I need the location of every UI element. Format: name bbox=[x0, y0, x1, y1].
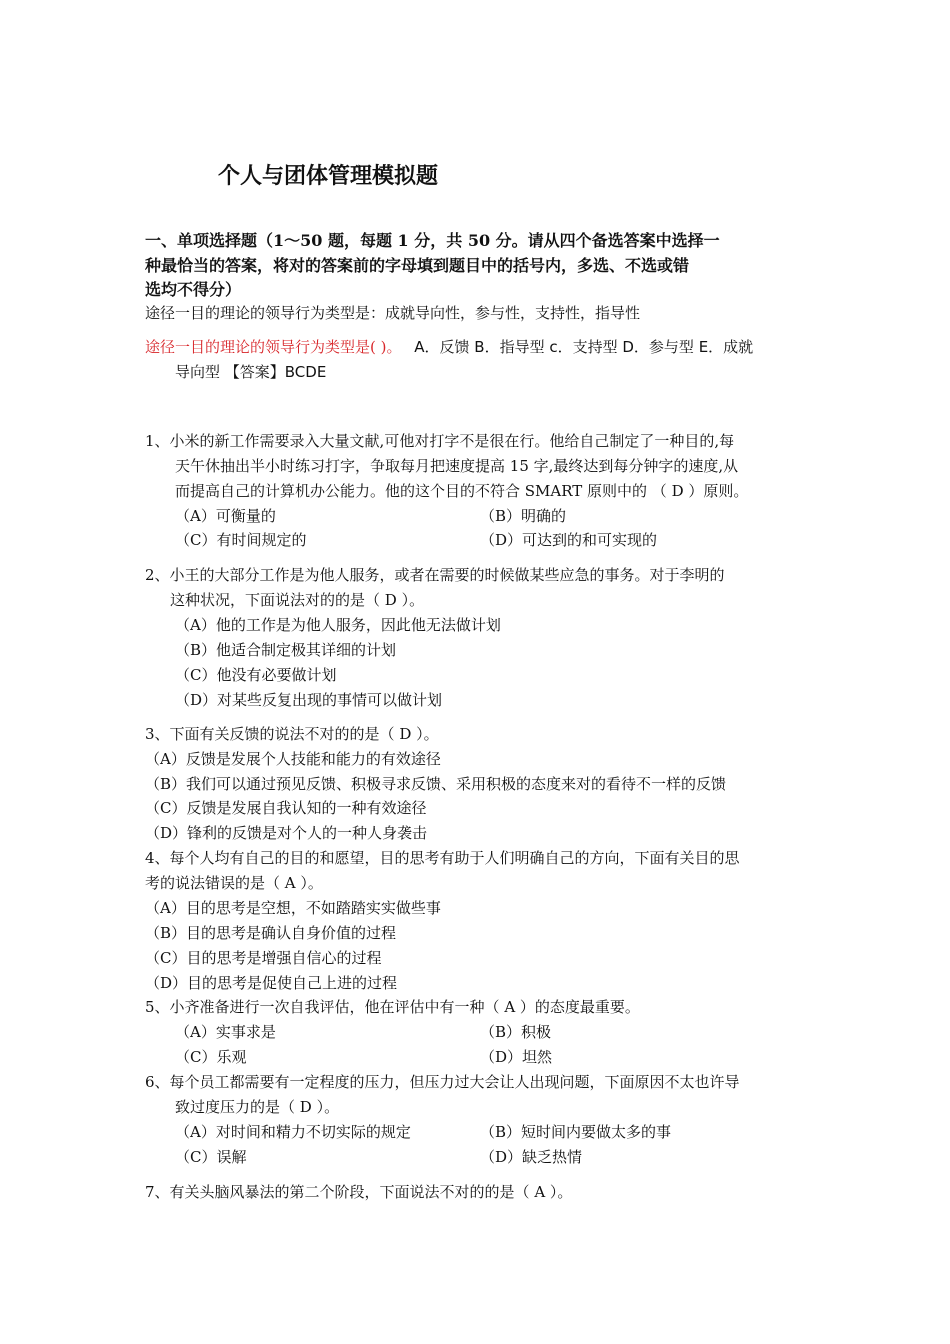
q1-stem-line-1: 1、小米的新工作需要录入大量文献,可他对打字不是很在行。他给自己制定了一种目的,每 bbox=[145, 432, 735, 450]
q1-stem-line-2: 天午休抽出半小时练习打字，争取每月把速度提高 15 字,最终达到每分钟字的速度,从 bbox=[175, 457, 739, 475]
q1-stem-line-3: 而提高自己的计算机办公能力。他的这个目的不符合 SMART 原则中的 （ D ）原则。 bbox=[175, 482, 749, 500]
q1-option-d: （D）可达到的和可实现的 bbox=[480, 531, 658, 549]
q4-option-d: （D）目的思考是促使自己上进的过程 bbox=[145, 974, 398, 992]
q2-option-c: （C）他没有必要做计划 bbox=[175, 666, 337, 684]
highlight-answer-line: 导向型 【答案】BCDE bbox=[175, 363, 327, 381]
q2-stem-line-1: 2、小王的大部分工作是为他人服务，或者在需要的时候做某些应急的事务。对于李明的 bbox=[145, 566, 725, 584]
q6-stem-line-2: 致过度压力的是（ D ）。 bbox=[175, 1098, 340, 1116]
section-heading-line-2: 种最恰当的答案，将对的答案前的字母填到题目中的括号内，多选、不选或错 bbox=[145, 256, 690, 275]
q3-option-b: （B）我们可以通过预见反馈、积极寻求反馈、采用积极的态度来对的看待不一样的反馈 bbox=[145, 775, 727, 793]
highlight-red-text: 途径一目的理论的领导行为类型是( )。 bbox=[145, 338, 402, 356]
q5-option-c: （C）乐观 bbox=[175, 1048, 247, 1066]
q2-stem-line-2: 这种状况，下面说法对的的是（ D ）。 bbox=[170, 591, 425, 609]
q3-stem-line-1: 3、下面有关反馈的说法不对的的是（ D ）。 bbox=[145, 725, 439, 743]
q6-option-b: （B）短时间内要做太多的事 bbox=[480, 1123, 672, 1141]
q6-option-d: （D）缺乏热情 bbox=[480, 1148, 583, 1166]
q7-stem-line-1: 7、有关头脑风暴法的第二个阶段，下面说法不对的的是（ A ）。 bbox=[145, 1183, 573, 1201]
q6-option-c: （C）误解 bbox=[175, 1148, 247, 1166]
q5-option-d: （D）坦然 bbox=[480, 1048, 553, 1066]
q3-option-d: （D）锋利的反馈是对个人的一种人身袭击 bbox=[145, 824, 428, 842]
q6-option-a: （A）对时间和精力不切实际的规定 bbox=[175, 1123, 411, 1141]
q2-option-b: （B）他适合制定极其详细的计划 bbox=[175, 641, 397, 659]
q2-option-a: （A）他的工作是为他人服务，因此他无法做计划 bbox=[175, 616, 501, 634]
q5-stem-line-1: 5、小齐准备进行一次自我评估，他在评估中有一种（ A ）的态度最重要。 bbox=[145, 998, 640, 1016]
note-line: 途径一目的理论的领导行为类型是：成就导向性，参与性，支持性，指导性 bbox=[145, 304, 641, 322]
q4-option-c: （C）目的思考是增强自信心的过程 bbox=[145, 949, 382, 967]
q5-option-b: （B）积极 bbox=[480, 1023, 552, 1041]
highlight-options: A．反馈 B．指导型 c．支持型 D．参与型 E．成就 bbox=[414, 338, 754, 356]
q4-stem-line-1: 4、每个人均有自己的目的和愿望，目的思考有助于人们明确自己的方向，下面有关目的思 bbox=[145, 849, 740, 867]
q4-stem-line-2: 考的说法错误的是（ A ）。 bbox=[145, 874, 323, 892]
q1-option-b: （B）明确的 bbox=[480, 507, 567, 525]
q3-option-c: （C）反馈是发展自我认知的一种有效途径 bbox=[145, 799, 427, 817]
q4-option-a: （A）目的思考是空想，不如踏踏实实做些事 bbox=[145, 899, 441, 917]
q1-option-a: （A）可衡量的 bbox=[175, 507, 276, 525]
q5-option-a: （A）实事求是 bbox=[175, 1023, 276, 1041]
highlight-question bbox=[145, 337, 753, 357]
section-heading-line-1: 一、单项选择题（1～50 题，每题 1 分，共 50 分。请从四个备选答案中选择一 bbox=[145, 231, 720, 250]
page-title: 个人与团体管理模拟题 bbox=[218, 163, 439, 189]
section-heading-line-3: 选均不得分） bbox=[145, 280, 242, 299]
q6-stem-line-1: 6、每个员工都需要有一定程度的压力，但压力过大会让人出现问题，下面原因不太也许导 bbox=[145, 1073, 740, 1091]
q4-option-b: （B）目的思考是确认自身价值的过程 bbox=[145, 924, 397, 942]
q3-option-a: （A）反馈是发展个人技能和能力的有效途径 bbox=[145, 750, 441, 768]
q1-option-c: （C）有时间规定的 bbox=[175, 531, 307, 549]
q2-option-d: （D）对某些反复出现的事情可以做计划 bbox=[175, 691, 443, 709]
